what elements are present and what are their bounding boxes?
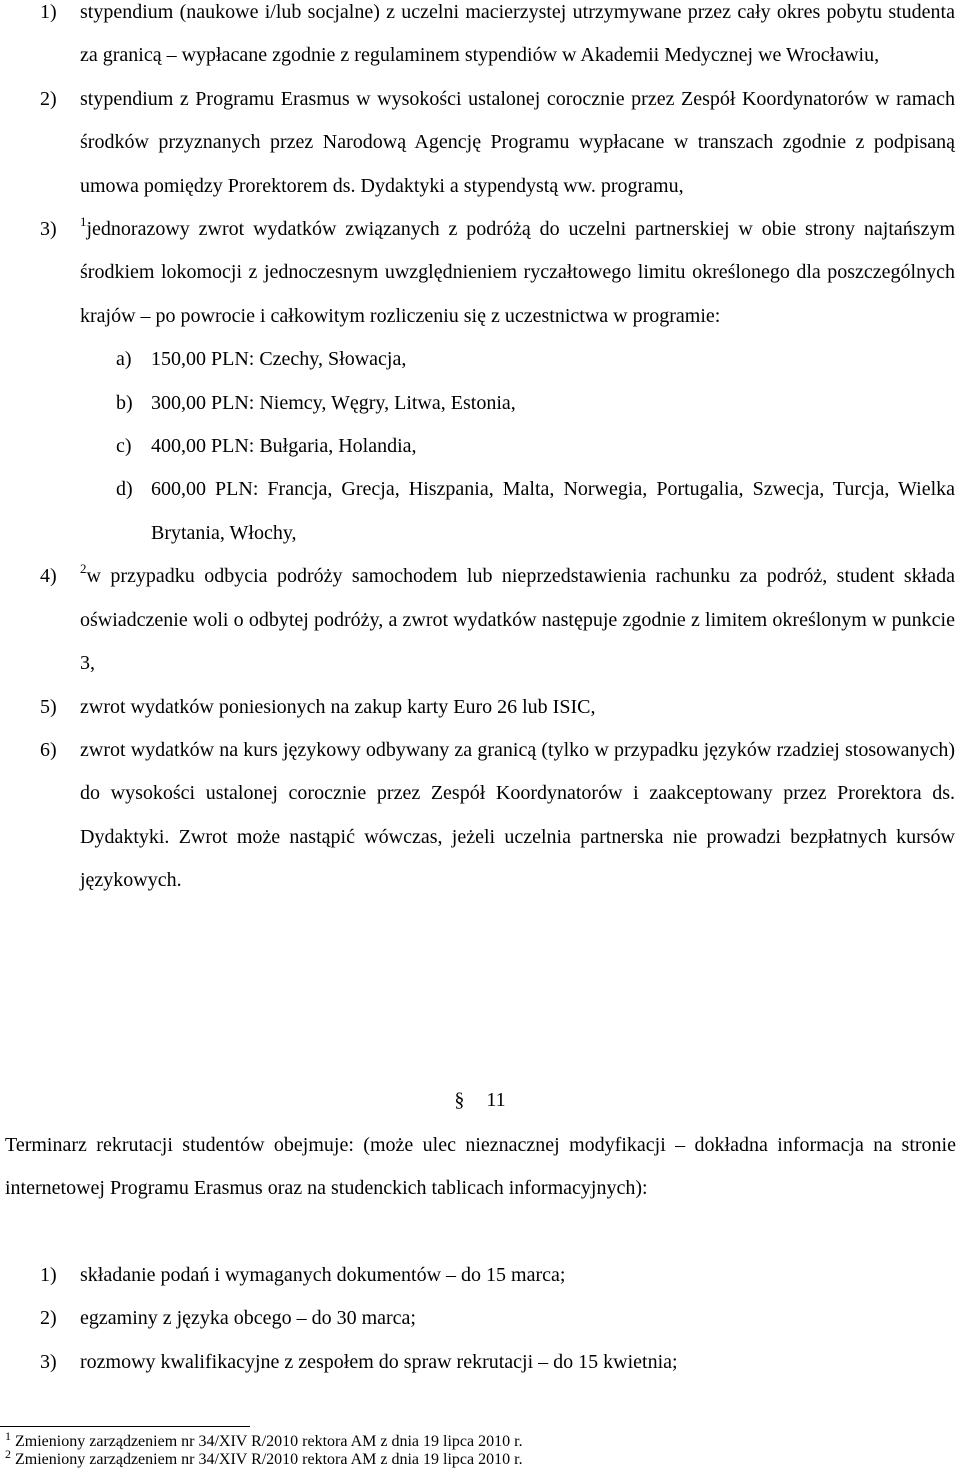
- item-number: 3): [40, 1350, 57, 1373]
- footnote-ref: 2: [80, 561, 87, 577]
- footnote: [5, 1447, 523, 1470]
- item-text: jednorazowy zwrot wydatków związanych z podróżą do uczelni partnerskiej w obie strony najtańszym środkiem lokomocji z jednoczesnym uwzględnieniem ryczałtowego limitu określonego dla poszczególnych krajów – po powrocie i całkowitym rozliczeniu się z uczestnictwa w programie:: [80, 218, 955, 327]
- sub-list-item: [40, 425, 955, 468]
- footnote-text: Zmieniony zarządzeniem nr 34/XIV R/2010 rektora AM z dnia 19 lipca 2010 r.: [15, 1433, 523, 1450]
- sub-item-text: 300,00 PLN: Niemcy, Węgry, Litwa, Estonia,: [151, 391, 516, 414]
- sub-list-item: [40, 382, 955, 425]
- footnote-mark: 2: [5, 1447, 11, 1461]
- item-number: 1): [40, 1264, 57, 1286]
- item-text: w przypadku odbycia podróży samochodem lub nieprzedstawienia rachunku za podróż, student składa oświadczenie woli o odbytej podróży, a zwrot wydatków następuje zgodnie z limitem określonym w punkcie 3,: [80, 565, 955, 675]
- sub-item-label: d): [116, 478, 133, 501]
- item-number: 1): [40, 1, 57, 23]
- sub-list-item: [40, 468, 955, 555]
- footnote: [5, 1429, 523, 1452]
- sub-item-label: a): [116, 348, 132, 371]
- list-item: [40, 1254, 955, 1297]
- item-number: 2): [40, 1307, 57, 1330]
- item-text: rozmowy kwalifikacyjne z zespołem do spraw rekrutacji – do 15 kwietnia;: [80, 1350, 678, 1373]
- item-text: stypendium z Programu Erasmus w wysokości ustalonej corocznie przez Zespół Koordynatorów w ramach środków przyznanych przez Narodową Agencję Programu wypłacane w transzach zgodnie z podpisaną umowa pomiędzy Prorektorem ds. Dydaktyki a stypendystą ww. programu,: [80, 87, 955, 197]
- item-number: 5): [40, 695, 57, 718]
- list-item: [40, 686, 955, 729]
- list-item: [40, 1297, 955, 1340]
- item-number: 4): [40, 565, 57, 588]
- item-number: 6): [40, 738, 57, 761]
- list-item: [40, 1341, 955, 1384]
- benefits-list: [40, 0, 955, 903]
- item-text: składanie podań i wymaganych dokumentów – do 15 marca;: [80, 1264, 566, 1286]
- sub-item-text: 600,00 PLN: Francja, Grecja, Hiszpania, Malta, Norwegia, Portugalia, Szwecja, Turcja, Wielka Brytania, Włochy,: [151, 478, 955, 544]
- section-heading: [0, 1079, 960, 1122]
- item-text: zwrot wydatków na kurs językowy odbywany za granicą (tylko w przypadku języków rzadziej stosowanych) do wysokości ustalonej corocznie przez Zespół Koordynatorów i zaakceptowany przez Prorektora ds. Dydaktyki. Zwrot może nastąpić wówczas, jeżeli uczelnia partnerska nie prowadzi bezpłatnych kursów językowych.: [80, 738, 955, 892]
- sub-item-label: b): [116, 391, 133, 414]
- sub-item-label: c): [116, 435, 132, 458]
- item-number: 2): [40, 87, 57, 110]
- footnote-ref: 1: [80, 214, 87, 230]
- item-text: stypendium (naukowe i/lub socjalne) z uczelni macierzystej utrzymywane przez cały okres pobytu studenta za granicą – wypłacane zgodnie z regulaminem stypendiów w Akademii Medycznej we Wrocławiu,: [80, 1, 955, 67]
- recruitment-schedule-list: [40, 1254, 955, 1384]
- list-item: [40, 78, 955, 208]
- item-text: zwrot wydatków poniesionych na zakup karty Euro 26 lub ISIC,: [80, 695, 596, 718]
- sub-item-text: 400,00 PLN: Bułgaria, Holandia,: [151, 435, 417, 458]
- item-text-with-footnote: [80, 208, 955, 338]
- list-item: [40, 555, 955, 685]
- sub-item-text: 150,00 PLN: Czechy, Słowacja,: [151, 348, 407, 371]
- item-text-with-footnote: [80, 555, 955, 685]
- section-sign: §: [454, 1089, 465, 1111]
- list-item: [40, 208, 955, 338]
- footnote-text: Zmieniony zarządzeniem nr 34/XIV R/2010 rektora AM z dnia 19 lipca 2010 r.: [15, 1451, 523, 1468]
- sub-list-item: [40, 338, 955, 381]
- recruitment-intro: Terminarz rekrutacji studentów obejmuje: (może ulec nieznacznej modyfikacji – dokładna informacja na stronie internetowej Programu Erasmus oraz na studenckich tablicach informacyjnych):: [5, 1134, 956, 1200]
- footnote-mark: 1: [5, 1429, 11, 1443]
- list-item: [40, 0, 955, 78]
- item-number: 3): [40, 218, 57, 241]
- list-item: [40, 729, 955, 903]
- item-text: egzaminy z języka obcego – do 30 marca;: [80, 1307, 416, 1330]
- footnote-divider: [0, 1426, 250, 1427]
- section-number: 11: [486, 1089, 506, 1111]
